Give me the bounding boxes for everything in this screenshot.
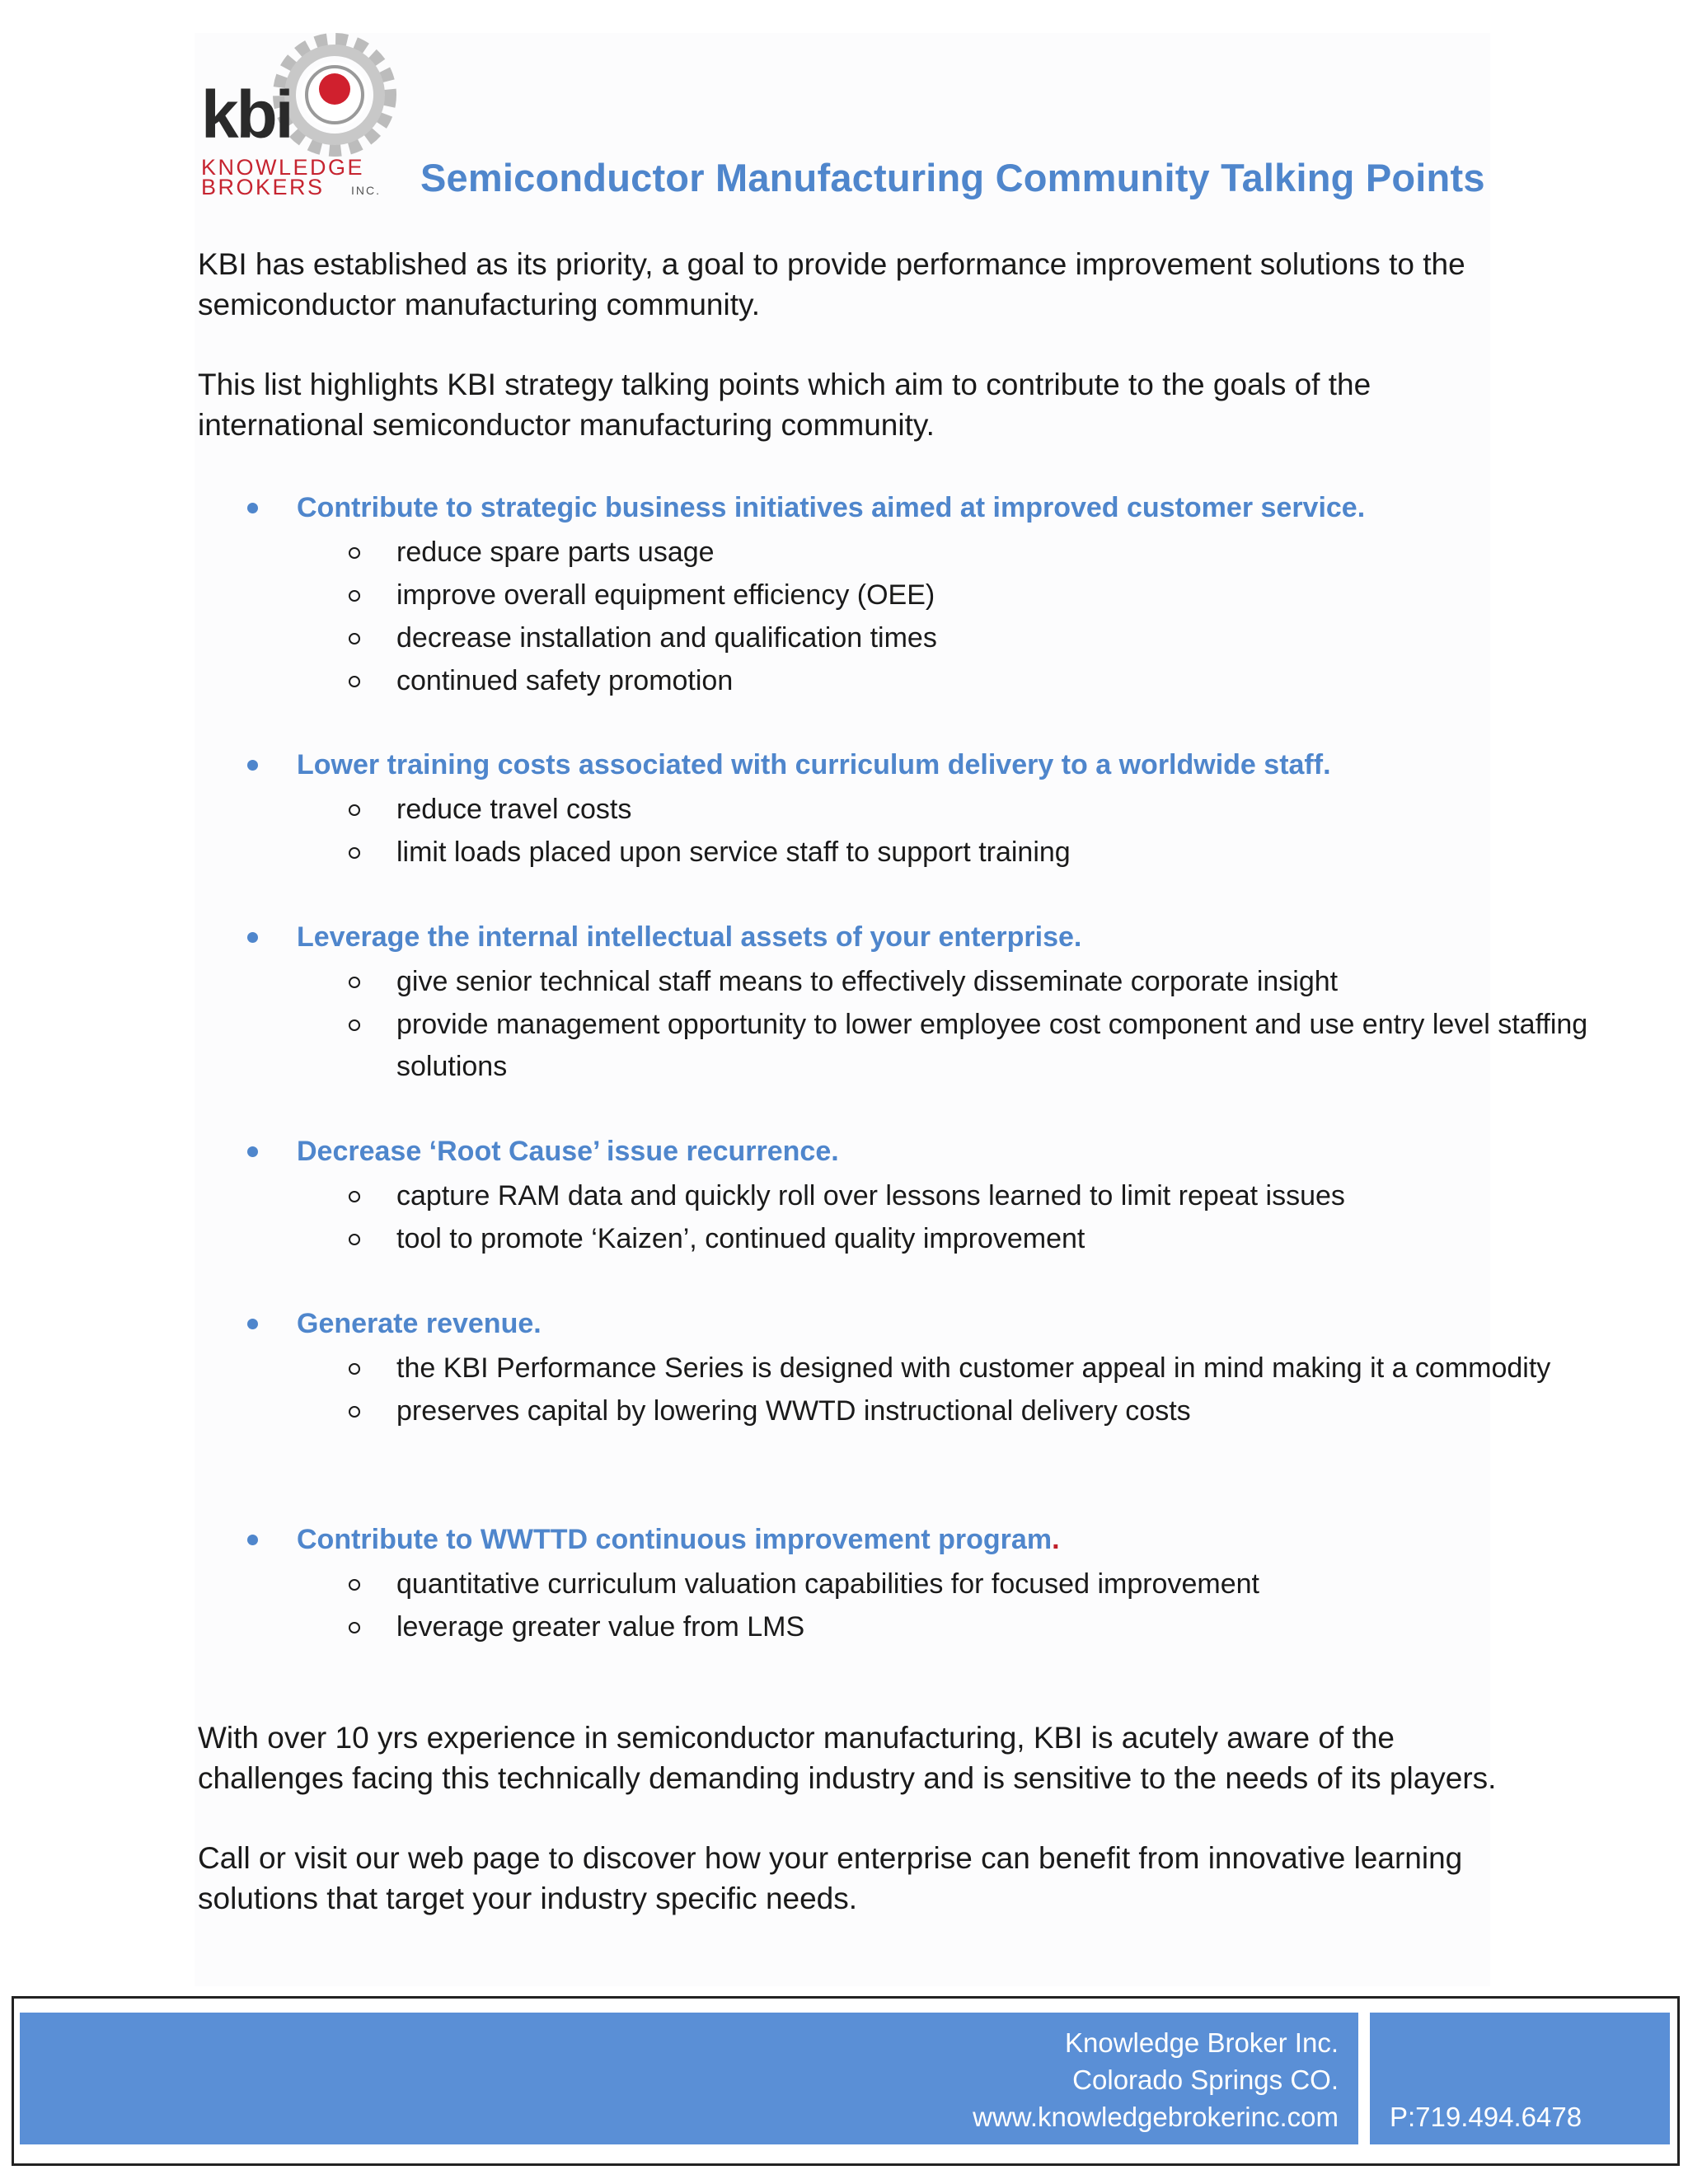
circle-bullet-icon — [349, 1234, 360, 1245]
talking-point-6 — [198, 1521, 1484, 1649]
intro-paragraph-1: KBI has established as its priority, a goal to provide performance improvement solutions to the semiconductor manufacturing community. — [198, 247, 1465, 321]
list-item: reduce travel costs — [198, 789, 1633, 831]
footer-company: Knowledge Broker Inc. — [1064, 2027, 1339, 2058]
closing-paragraph-1: With over 10 yrs experience in semiconductor manufacturing, KBI is acutely aware of the challenges facing this technically demanding industry and is sensitive to the needs of its players. — [198, 1721, 1497, 1795]
heading-period: . — [1052, 1524, 1060, 1555]
list-item: leverage greater value from LMS — [198, 1606, 1633, 1648]
circle-bullet-icon — [349, 676, 360, 687]
footer-phone-block — [1370, 2013, 1670, 2144]
list-item: continued safety promotion — [198, 660, 1633, 702]
list-item: preserves capital by lowering WWTD instructional delivery costs — [198, 1390, 1633, 1432]
footer-location: Colorado Springs CO. — [1072, 2064, 1339, 2095]
talking-point-4 — [198, 1132, 1484, 1261]
circle-bullet-icon — [349, 547, 360, 559]
circle-bullet-icon — [349, 590, 360, 602]
circle-bullet-icon — [349, 1019, 360, 1031]
circle-bullet-icon — [349, 1191, 360, 1202]
logo-subtext-2: BROKERS — [201, 175, 325, 198]
talking-point-heading: Decrease ‘Root Cause’ issue recurrence. — [297, 1136, 839, 1167]
intro-paragraph-2: This list highlights KBI strategy talking points which aim to contribute to the goals of the international semiconductor manufacturing community. — [198, 368, 1372, 442]
circle-bullet-icon — [349, 847, 360, 859]
talking-point-heading: Contribute to strategic business initiatives aimed at improved customer service. — [297, 492, 1366, 523]
footer-address-block — [20, 2013, 1358, 2144]
bullet-icon — [247, 1319, 258, 1329]
circle-bullet-icon — [349, 804, 360, 816]
talking-point-1 — [198, 489, 1484, 703]
circle-bullet-icon — [349, 633, 360, 644]
talking-point-heading: Generate revenue. — [297, 1308, 542, 1339]
list-item: reduce spare parts usage — [198, 532, 1633, 574]
kbi-logo — [195, 21, 409, 198]
bullet-icon — [247, 932, 258, 943]
talking-point-heading: Lower training costs associated with curriculum delivery to a worldwide staff. — [297, 749, 1331, 780]
circle-bullet-icon — [349, 1579, 360, 1591]
logo-subtext-1: KNOWLEDGE — [201, 155, 365, 180]
list-item: decrease installation and qualification times — [198, 617, 1633, 659]
closing-paragraph-2: Call or visit our web page to discover how your enterprise can benefit from innovative learning solutions that target your industry specific needs. — [198, 1841, 1463, 1915]
circle-bullet-icon — [349, 1406, 360, 1418]
logo-subtext-3: INC. — [351, 184, 381, 197]
red-dot-icon — [319, 73, 350, 105]
list-item: tool to promote ‘Kaizen’, continued quality improvement — [198, 1218, 1633, 1260]
footer-phone[interactable]: P:719.494.6478 — [1390, 2102, 1582, 2132]
bullet-icon — [247, 1535, 258, 1545]
bullet-icon — [247, 1146, 258, 1157]
page-title: Semiconductor Manufacturing Community Talking Points — [420, 156, 1485, 199]
bullet-icon — [247, 503, 258, 513]
bullet-icon — [247, 760, 258, 771]
talking-point-2 — [198, 746, 1484, 874]
logo-wordmark: kbi — [201, 77, 292, 152]
list-item: limit loads placed upon service staff to support training — [198, 832, 1633, 874]
talking-point-heading: Contribute to WWTTD continuous improvement program. — [297, 1524, 1060, 1555]
talking-point-3 — [198, 918, 1588, 1089]
talking-point-5 — [198, 1305, 1551, 1433]
list-item: improve overall equipment efficiency (OEE) — [198, 574, 1633, 616]
list-item: quantitative curriculum valuation capabilities for focused improvement — [198, 1563, 1633, 1605]
list-item: provide management opportunity to lower employee cost component and use entry level staffing solutions — [198, 1004, 1633, 1088]
circle-bullet-icon — [349, 1363, 360, 1375]
list-item: the KBI Performance Series is designed with customer appeal in mind making it a commodity — [198, 1347, 1633, 1390]
circle-bullet-icon — [349, 1622, 360, 1633]
list-item: give senior technical staff means to effectively disseminate corporate insight — [198, 961, 1633, 1003]
list-item: capture RAM data and quickly roll over lessons learned to limit repeat issues — [198, 1175, 1633, 1217]
circle-bullet-icon — [349, 977, 360, 988]
talking-point-heading: Leverage the internal intellectual assets of your enterprise. — [297, 921, 1082, 953]
footer-website-link[interactable]: www.knowledgebrokerinc.com — [973, 2102, 1339, 2132]
